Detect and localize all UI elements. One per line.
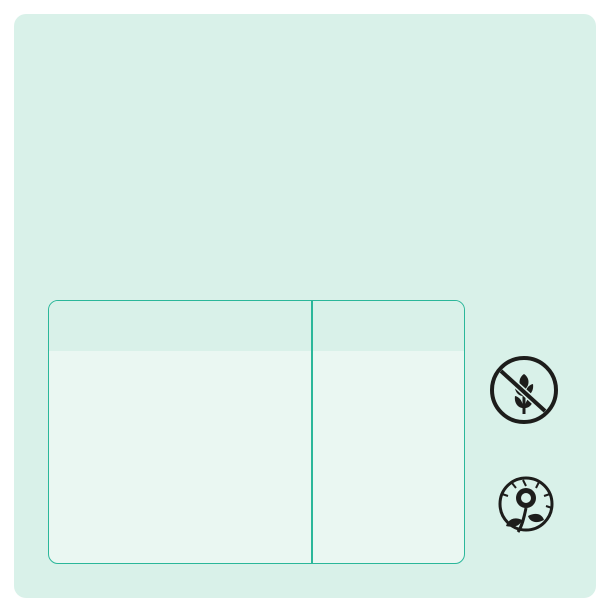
crossed-grain-icon [488,354,560,426]
vegan-sunflower-icon [484,476,584,566]
nutrition-table [48,300,465,564]
column-divider [311,301,313,563]
nutrition-table-header [49,301,464,351]
